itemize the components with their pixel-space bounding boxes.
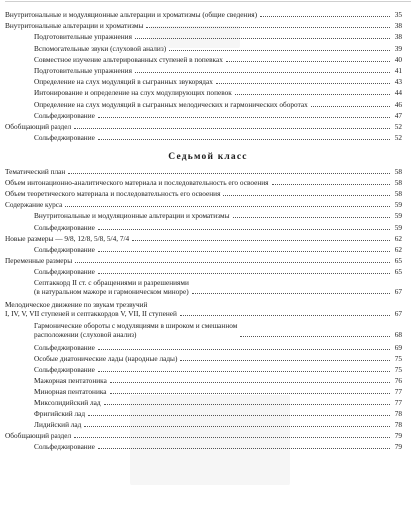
toc-entry-label: Минорная пентатоника bbox=[34, 386, 107, 396]
dot-leader bbox=[98, 349, 390, 350]
toc-entry-page-number: 40 bbox=[394, 54, 402, 64]
toc-entry-page-number: 38 bbox=[394, 32, 402, 42]
dot-leader bbox=[132, 240, 390, 241]
toc-entry-page-number: 76 bbox=[394, 375, 402, 385]
toc-entry-page-number: 78 bbox=[394, 420, 402, 430]
toc-entry bbox=[0, 110, 416, 120]
toc-entry-page-number: 41 bbox=[394, 66, 402, 75]
toc-entry-page-number: 77 bbox=[394, 398, 402, 407]
toc-entry bbox=[0, 430, 416, 440]
toc-entry-label: Септаккорд II ст. с обращениями и разрешениями bbox=[34, 278, 189, 287]
dot-leader bbox=[226, 61, 390, 62]
dot-leader bbox=[110, 393, 390, 394]
toc-entry-page-number: 59 bbox=[394, 222, 402, 232]
toc-entry-page-number: 59 bbox=[394, 200, 402, 210]
toc-entry-page-number: 46 bbox=[394, 99, 402, 109]
toc-entry-page-number: 78 bbox=[394, 409, 402, 419]
toc-entry bbox=[0, 408, 416, 418]
toc-entry-label: Интонирование и определение на слух модулирующих попевок bbox=[34, 88, 232, 98]
toc-entry-page-number: 68 bbox=[394, 330, 402, 339]
toc-entry-label: Сольфеджирование bbox=[34, 266, 95, 276]
toc-entry-label: Внутритональные и модуляционные альтерации и хроматизмы bbox=[34, 211, 230, 221]
toc-entry bbox=[0, 31, 416, 41]
dot-leader bbox=[233, 217, 391, 218]
dot-leader bbox=[192, 293, 390, 294]
dot-leader bbox=[74, 128, 390, 129]
dot-leader bbox=[98, 251, 390, 252]
toc-entry-label: I, IV, V, VII ступеней и септаккордов V, VII, II ступеней bbox=[5, 308, 177, 318]
toc-entry-label: Сольфеджирование bbox=[34, 222, 95, 232]
dot-leader bbox=[146, 27, 390, 28]
toc-entry bbox=[0, 375, 416, 385]
toc-entry-page-number: 59 bbox=[394, 211, 402, 221]
dot-leader bbox=[223, 195, 390, 196]
toc-entry-page-number: 79 bbox=[394, 431, 402, 441]
dot-leader bbox=[98, 117, 390, 118]
toc-entry-label: Сольфеджирование bbox=[34, 342, 95, 352]
toc-entry bbox=[0, 397, 416, 407]
toc-entry bbox=[0, 65, 416, 75]
toc-entry bbox=[0, 255, 416, 265]
toc-entry-label: Обобщающий раздел bbox=[5, 431, 72, 441]
dot-leader bbox=[98, 229, 390, 230]
dot-leader bbox=[216, 83, 390, 84]
toc-entry-page-number: 75 bbox=[394, 364, 402, 374]
dot-leader bbox=[98, 371, 390, 372]
toc-entry-page-number: 62 bbox=[394, 233, 402, 243]
toc-entry-page-number: 58 bbox=[394, 167, 402, 176]
dot-leader bbox=[88, 415, 390, 416]
toc-entry-label: Фригийский лад bbox=[34, 409, 86, 419]
toc-entry-label: Объем интонационно-аналитического материала и последовательность его освоения bbox=[5, 178, 269, 188]
toc-entry-label: Гармонические обороты с модуляциями в широком и смешанном bbox=[34, 321, 238, 330]
toc-entry bbox=[0, 419, 416, 429]
toc-entry-page-number: 39 bbox=[394, 43, 402, 53]
toc-entry-label: Сольфеджирование bbox=[34, 133, 95, 143]
toc-entry-page-number: 75 bbox=[394, 353, 402, 363]
toc-entry-page-number: 52 bbox=[394, 122, 402, 131]
toc-entry bbox=[0, 43, 416, 53]
toc-entry-page-number: 58 bbox=[394, 189, 402, 199]
toc-entry-label: Обобщающий раздел bbox=[5, 122, 72, 131]
toc-entry bbox=[0, 132, 416, 142]
dot-leader bbox=[104, 404, 390, 405]
dot-leader bbox=[169, 50, 390, 51]
section-heading: Седьмой класс bbox=[168, 152, 248, 162]
toc-entry-page-number: 67 bbox=[394, 287, 402, 296]
toc-entry-label: Лидийский лад bbox=[34, 420, 82, 430]
toc-entry-label: Внутритональные альтерации и хроматизмы bbox=[5, 21, 144, 31]
toc-entry-label: Мелодическое движение по звукам трезвучий bbox=[5, 299, 148, 309]
dot-leader bbox=[235, 94, 390, 95]
toc-entry bbox=[0, 87, 416, 97]
toc-entry bbox=[0, 386, 416, 396]
dot-leader bbox=[65, 206, 390, 207]
toc-entry bbox=[0, 9, 416, 19]
toc-entry-page-number: 52 bbox=[394, 133, 402, 143]
toc-entry-page-number: 69 bbox=[394, 342, 402, 352]
toc-entry-label: Определение на слух модуляций в сыгранных мелодических и гармонических оборотах bbox=[34, 99, 308, 109]
dot-leader bbox=[75, 262, 390, 263]
dot-leader bbox=[135, 38, 390, 39]
dot-leader bbox=[240, 336, 390, 337]
top-rule bbox=[5, 1, 411, 2]
dot-leader bbox=[180, 315, 390, 316]
toc-entry-page-number: 65 bbox=[394, 266, 402, 276]
dot-leader bbox=[98, 273, 390, 274]
toc-entry-label: Мажорная пентатоника bbox=[34, 375, 107, 385]
toc-entry-label: Содержание курса bbox=[5, 200, 63, 210]
toc-entry bbox=[0, 177, 416, 187]
toc-entry bbox=[0, 188, 416, 198]
toc-entry-label: Сольфеджирование bbox=[34, 244, 95, 254]
dot-leader bbox=[311, 106, 390, 107]
toc-entry-page-number: 79 bbox=[394, 442, 402, 452]
toc-entry-page-number: 44 bbox=[394, 88, 402, 98]
toc-entry-page-number: 47 bbox=[394, 110, 402, 120]
toc-entry bbox=[0, 266, 416, 276]
toc-entry-label: (в натуральном мажоре и гармоническом миноре) bbox=[34, 287, 189, 296]
toc-entry-page-number: 43 bbox=[394, 77, 402, 87]
dot-leader bbox=[135, 72, 390, 73]
toc-entry-label: Вспомогательные звуки (слуховой анализ) bbox=[34, 43, 167, 53]
toc-entry bbox=[0, 166, 416, 176]
toc-entry bbox=[0, 299, 416, 318]
toc-entry-label: Совместное изучение альтерированных ступеней в попевках bbox=[34, 54, 223, 64]
toc-entry bbox=[0, 20, 416, 30]
toc-entry bbox=[0, 244, 416, 254]
toc-entry-page-number: 67 bbox=[394, 308, 402, 318]
toc-entry-page-number: 35 bbox=[394, 10, 402, 19]
toc-entry bbox=[0, 342, 416, 352]
dot-leader bbox=[98, 139, 390, 140]
toc-entry-label: Определение на слух модуляций в сыгранных звукорядах bbox=[34, 77, 213, 87]
toc-entry bbox=[0, 199, 416, 209]
toc-entry bbox=[0, 353, 416, 363]
toc-entry-page-number: 58 bbox=[394, 178, 402, 188]
dot-leader bbox=[180, 360, 390, 361]
toc-entry bbox=[0, 320, 416, 339]
dot-leader bbox=[272, 184, 390, 185]
dot-leader bbox=[260, 16, 390, 17]
toc-entry-page-number: 65 bbox=[394, 255, 402, 265]
dot-leader bbox=[68, 173, 390, 174]
toc-entry-label: Объем теоретического материала и последовательность его освоения bbox=[5, 189, 221, 199]
toc-entry bbox=[0, 121, 416, 131]
toc-entry bbox=[0, 99, 416, 109]
toc-entry-label: Тематический план bbox=[5, 167, 66, 176]
toc-entry-label: Сольфеджирование bbox=[34, 110, 95, 120]
toc-entry bbox=[0, 222, 416, 232]
toc-entry bbox=[0, 76, 416, 86]
toc-entry-label: Сольфеджирование bbox=[34, 364, 95, 374]
toc-entry-label: Новые размеры — 9/8, 12/8, 5/8, 5/4, 7/4 bbox=[5, 233, 130, 243]
toc-entry-label: Миксолидийский лад bbox=[34, 398, 101, 407]
toc-entry bbox=[0, 233, 416, 243]
toc-entry-label: расположении (слуховой анализ) bbox=[34, 330, 137, 339]
toc-entry-page-number: 77 bbox=[394, 386, 402, 396]
toc-entry-page-number: 62 bbox=[394, 244, 402, 254]
toc-entry bbox=[0, 54, 416, 64]
toc-entry-page-number: 38 bbox=[394, 21, 402, 31]
toc-entry-label: Особые диатонические лады (народные лады) bbox=[34, 353, 178, 363]
toc-entry bbox=[0, 364, 416, 374]
toc-entry-label: Подготовительные упражнения bbox=[34, 66, 132, 75]
dot-leader bbox=[84, 426, 390, 427]
toc-entry-label: Переменные размеры bbox=[5, 255, 73, 265]
toc-entry-label: Сольфеджирование bbox=[34, 442, 95, 452]
toc-entry-label: Подготовительные упражнения bbox=[34, 32, 132, 42]
dot-leader bbox=[74, 437, 390, 438]
toc-entry bbox=[0, 210, 416, 220]
toc-entry-label: Внутритональные и модуляционные альтерации и хроматизмы (общие сведения) bbox=[5, 10, 258, 19]
toc-entry bbox=[0, 277, 416, 296]
toc-entry bbox=[0, 441, 416, 451]
dot-leader bbox=[98, 448, 390, 449]
dot-leader bbox=[110, 382, 390, 383]
